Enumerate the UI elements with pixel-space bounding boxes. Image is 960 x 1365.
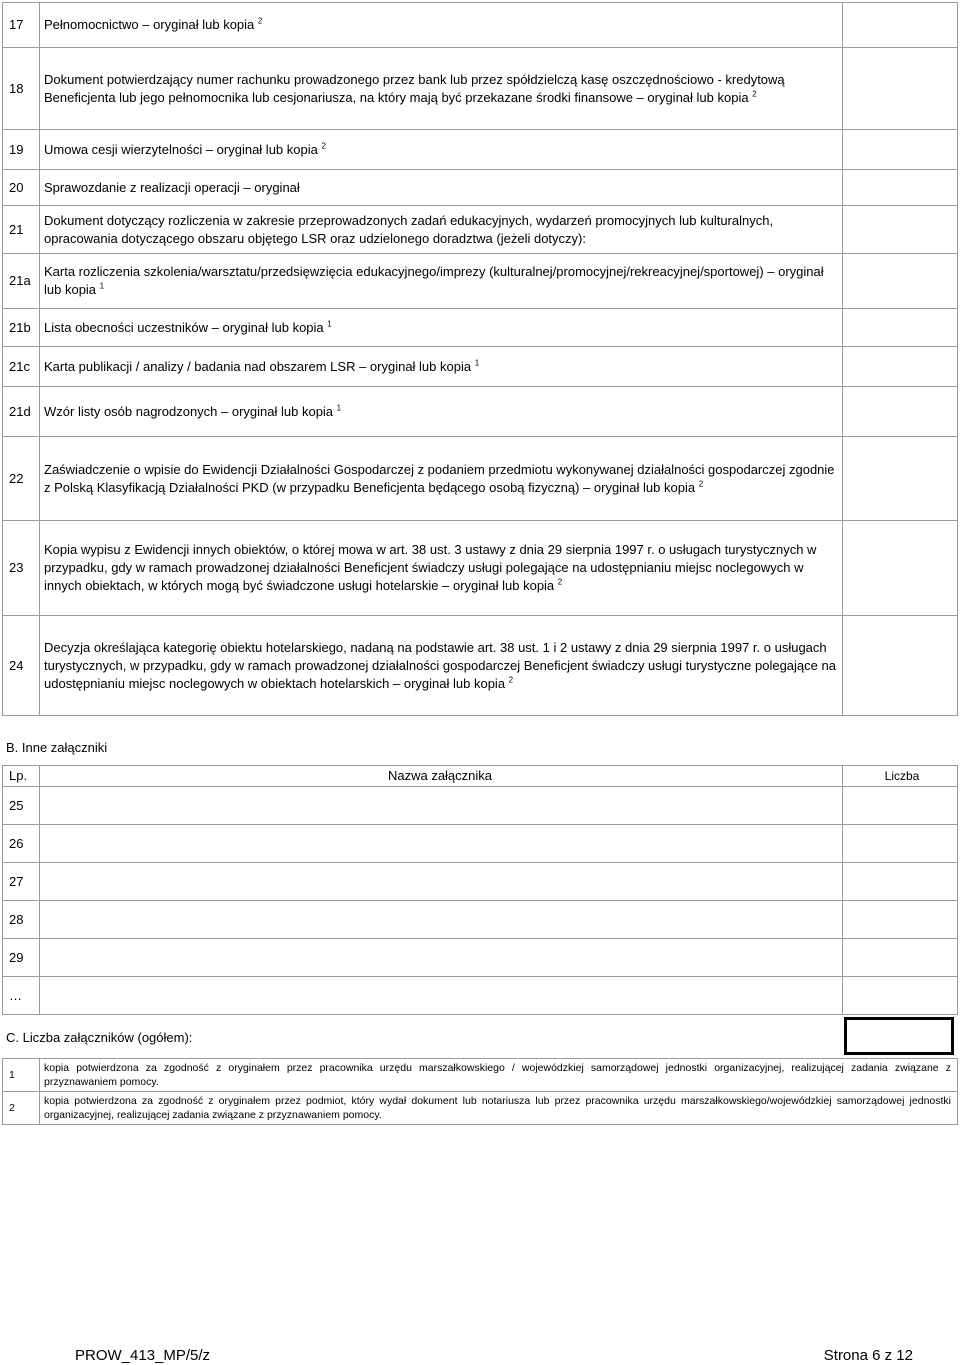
attachment-name xyxy=(40,48,843,130)
section-b-title: B. Inne załączniki xyxy=(6,740,108,755)
other-attachment-count-cell[interactable] xyxy=(843,977,958,1015)
attachment-text: Lista obecności uczestników – oryginał lub kopia xyxy=(44,319,324,335)
attachment-text: Umowa cesji wierzytelności – oryginał lub kopia xyxy=(44,141,318,157)
attachment-lp: 20 xyxy=(3,170,40,206)
attachment-text: Zaświadczenie o wpisie do Ewidencji Działalności Gospodarczej z podaniem przedmiotu wykonywanej działalności gospodarczej zgodnie z Polską Klasyfikacją Działalności PKD (w przypadku Beneficjenta będącego osobą fizyczną) – oryginał lub kopia xyxy=(44,461,835,495)
section-c-title: C. Liczba załączników (ogółem): xyxy=(6,1030,193,1045)
attachment-row xyxy=(3,437,958,521)
other-attachment-lp: 25 xyxy=(3,787,40,825)
footnote-ref: 2 xyxy=(557,577,563,587)
other-attachment-lp: 26 xyxy=(3,825,40,863)
other-attachment-row xyxy=(3,939,958,977)
footnote-ref: 2 xyxy=(752,89,757,99)
attachment-lp: 21c xyxy=(3,347,40,387)
other-attachment-count-cell[interactable] xyxy=(843,863,958,901)
attachment-name xyxy=(40,3,843,48)
header-count: Liczba xyxy=(843,766,958,787)
footnote-ref: 2 xyxy=(257,16,263,26)
attachment-count-cell[interactable] xyxy=(843,437,958,521)
attachment-name xyxy=(40,387,843,437)
other-attachment-name-cell[interactable] xyxy=(40,863,843,901)
attachment-lp: 17 xyxy=(3,3,40,48)
attachment-count-cell[interactable] xyxy=(843,387,958,437)
attachment-name xyxy=(40,254,843,309)
header-name: Nazwa załącznika xyxy=(40,766,843,787)
footnote-row xyxy=(3,1059,958,1092)
attachment-name xyxy=(40,347,843,387)
other-attachment-count-cell[interactable] xyxy=(843,901,958,939)
attachment-lp: 21a xyxy=(3,254,40,309)
other-attachment-count-cell[interactable] xyxy=(843,939,958,977)
attachment-text: Pełnomocnictwo – oryginał lub kopia xyxy=(44,17,255,32)
attachment-row xyxy=(3,521,958,616)
attachment-count-cell[interactable] xyxy=(843,130,958,170)
attachment-text: Wzór listy osób nagrodzonych – oryginał lub kopia xyxy=(44,403,334,419)
attachment-text: Sprawozdanie z realizacji operacji – oryginał xyxy=(44,179,300,195)
attachment-name xyxy=(40,309,843,347)
footnote-number: 1 xyxy=(3,1059,40,1092)
attachment-row xyxy=(3,309,958,347)
footnote-ref: 1 xyxy=(99,281,105,291)
footnote-number: 2 xyxy=(3,1092,40,1125)
attachment-name xyxy=(40,616,843,716)
attachment-count-cell[interactable] xyxy=(843,347,958,387)
other-attachment-lp: 27 xyxy=(3,863,40,901)
attachment-lp: 21 xyxy=(3,206,40,254)
other-attachment-lp: … xyxy=(3,977,40,1015)
attachment-row xyxy=(3,206,958,254)
other-attachment-lp: 28 xyxy=(3,901,40,939)
other-attachment-row xyxy=(3,901,958,939)
footnote-ref: 1 xyxy=(327,319,332,329)
footnote-ref: 2 xyxy=(508,675,514,685)
attachment-text: Dokument potwierdzający numer rachunku prowadzonego przez bank lub przez spółdzielczą kasę oszczędnościowo - kredytową Beneficjenta lub jego pełnomocnika lub cesjonariusza, na który mają być przekazane środki finansowe – oryginał lub kopia xyxy=(44,71,785,105)
attachment-row xyxy=(3,616,958,716)
footnote-text: kopia potwierdzona za zgodność z oryginałem przez podmiot, który wydał dokument lub notariusza lub przez pracownika urzędu marszałkowskiego/wojewódzkiej samorządowej jednostki organizacyjnej, realizującej zadania związane z przyznawaniem pomocy. xyxy=(40,1092,958,1125)
attachment-text: Decyzja określająca kategorię obiektu hotelarskiego, nadaną na podstawie art. 38 ust. 1 i 2 ustawy z dnia 29 sierpnia 1997 r. o usługach turystycznych, w przypadku, gdy w ramach prowadzonej działalności gospodarczej Beneficjent świadczy usługi turystyczne polegające na udostępnianiu miejsc noclegowych w obiektach hotelarskich – oryginał lub kopia xyxy=(44,639,836,691)
footnote-row xyxy=(3,1092,958,1125)
attachment-count-cell[interactable] xyxy=(843,206,958,254)
attachment-row xyxy=(3,387,958,437)
other-attachment-count-cell[interactable] xyxy=(843,787,958,825)
attachment-name xyxy=(40,521,843,616)
footnote-ref: 1 xyxy=(474,358,480,368)
other-attachment-row xyxy=(3,863,958,901)
attachment-text: Kopia wypisu z Ewidencji innych obiektów, o której mowa w art. 38 ust. 3 ustawy z dnia 29 sierpnia 1997 r. o usługach turystycznych w przypadku, gdy w ramach prowadzonej działalności Beneficjent świadczy usługi polegające na udostępnianiu miejsc noclegowych w innych obiektach, w których mogą być świadczone usługi hotelarskie – oryginał lub kopia xyxy=(44,542,817,593)
attachment-count-cell[interactable] xyxy=(843,3,958,48)
other-attachment-name-cell[interactable] xyxy=(40,901,843,939)
attachment-lp: 21b xyxy=(3,309,40,347)
form-code: PROW_413_MP/5/z xyxy=(75,1347,211,1364)
footnote-ref: 2 xyxy=(321,141,326,151)
footnotes-table xyxy=(2,1058,958,1125)
attachment-row xyxy=(3,254,958,309)
other-attachment-name-cell[interactable] xyxy=(40,977,843,1015)
other-attachment-count-cell[interactable] xyxy=(843,825,958,863)
header-lp: Lp. xyxy=(3,766,40,787)
attachment-row xyxy=(3,130,958,170)
other-attachment-name-cell[interactable] xyxy=(40,825,843,863)
attachment-name xyxy=(40,206,843,254)
other-attachment-lp: 29 xyxy=(3,939,40,977)
attachment-count-cell[interactable] xyxy=(843,616,958,716)
other-attachment-row xyxy=(3,977,958,1015)
total-count-field[interactable] xyxy=(844,1017,954,1055)
attachment-lp: 23 xyxy=(3,521,40,616)
other-attachment-row xyxy=(3,825,958,863)
attachment-lp: 21d xyxy=(3,387,40,437)
attachment-lp: 24 xyxy=(3,616,40,716)
other-attachment-row xyxy=(3,787,958,825)
other-attachment-name-cell[interactable] xyxy=(40,939,843,977)
attachment-text: Dokument dotyczący rozliczenia w zakresie przeprowadzonych zadań edukacyjnych, wydarzeń promocyjnych lub kulturalnych, opracowania dotyczącego obszaru objętego LSR oraz udzielonego doradztwa (jeżeli dotyczy): xyxy=(44,212,774,246)
attachment-name xyxy=(40,130,843,170)
attachments-table xyxy=(2,2,958,716)
footnote-text: kopia potwierdzona za zgodność z oryginałem przez pracownika urzędu marszałkowskiego / wojewódzkiej samorządowej jednostki organizacyjnej, realizującej zadania związane z przyznawaniem pomocy. xyxy=(40,1059,958,1092)
attachment-text: Karta publikacji / analizy / badania nad obszarem LSR – oryginał lub kopia xyxy=(44,358,472,374)
attachment-lp: 22 xyxy=(3,437,40,521)
other-attachment-name-cell[interactable] xyxy=(40,787,843,825)
page-number: Strona 6 z 12 xyxy=(823,1347,913,1364)
attachment-count-cell[interactable] xyxy=(843,309,958,347)
attachment-row xyxy=(3,3,958,48)
attachment-text: Karta rozliczenia szkolenia/warsztatu/przedsięwzięcia edukacyjnego/imprezy (kulturalnej/promocyjnej/rekreacyjnej/sportowej) – oryginał lub kopia xyxy=(44,264,824,297)
attachment-row xyxy=(3,48,958,130)
table-header-row xyxy=(3,766,958,787)
footnote-ref: 2 xyxy=(698,479,704,489)
other-attachments-table xyxy=(2,765,958,1015)
attachment-name xyxy=(40,170,843,206)
attachment-count-cell[interactable] xyxy=(843,48,958,130)
attachment-name xyxy=(40,437,843,521)
attachment-count-cell[interactable] xyxy=(843,170,958,206)
attachment-lp: 18 xyxy=(3,48,40,130)
attachment-lp: 19 xyxy=(3,130,40,170)
attachment-count-cell[interactable] xyxy=(843,254,958,309)
attachment-row xyxy=(3,347,958,387)
attachment-row xyxy=(3,170,958,206)
attachment-count-cell[interactable] xyxy=(843,521,958,616)
footnote-ref: 1 xyxy=(336,403,342,413)
